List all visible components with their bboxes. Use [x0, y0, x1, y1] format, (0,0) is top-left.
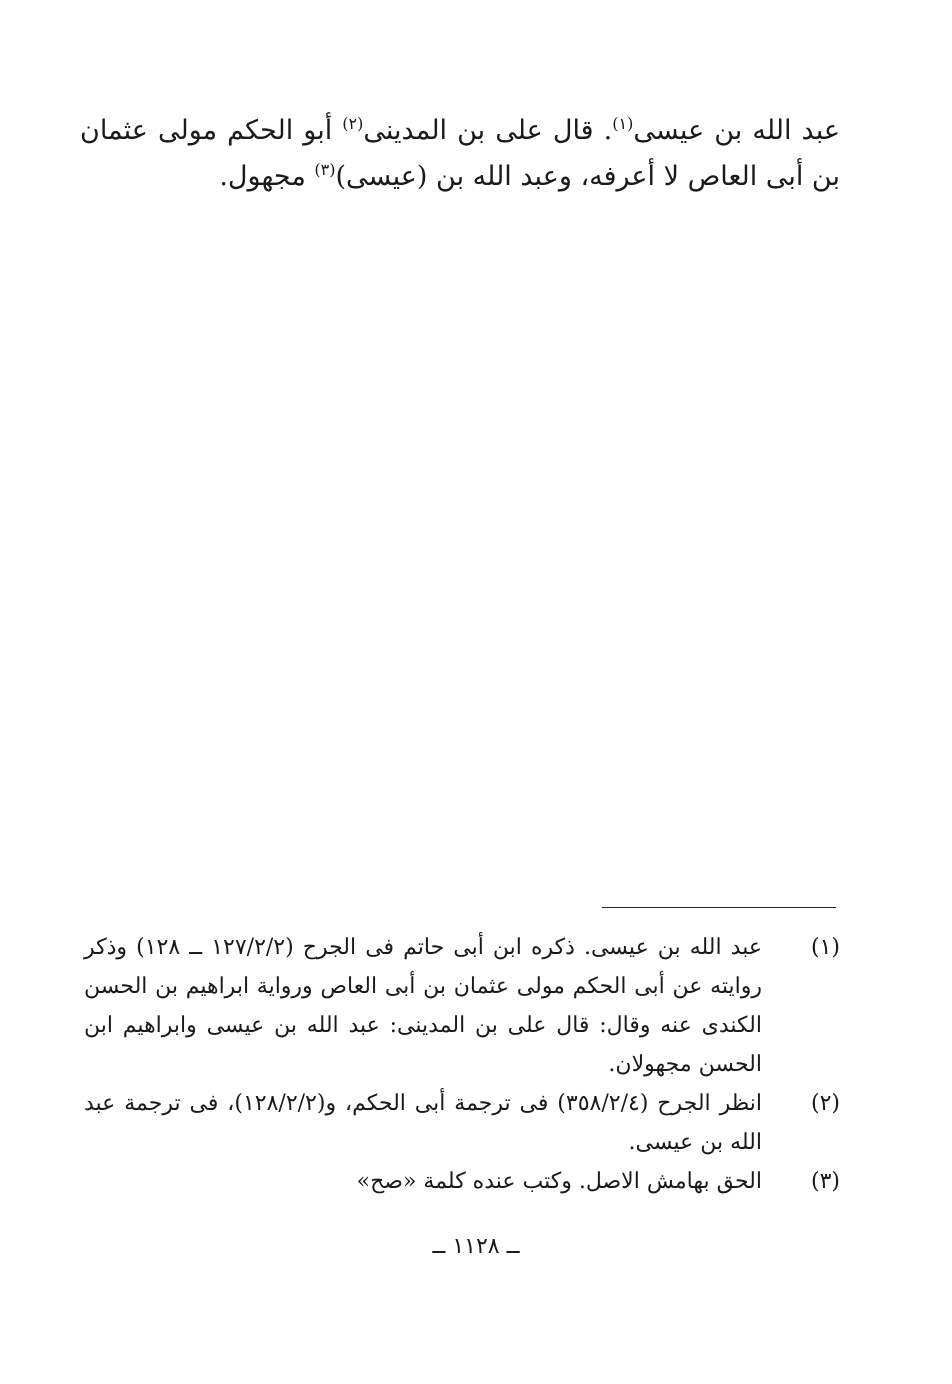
footnote-3: [84, 1162, 840, 1201]
footnote-text: انظر الجرح (٣٥٨/٢/٤) فى ترجمة أبى الحكم، و(١٢٨/٢/٢)، فى ترجمة عبد الله بن عيسى.: [84, 1091, 762, 1155]
footnotes-section: [84, 928, 840, 1201]
footnote-text: عبد الله بن عيسى. ذكره ابن أبى حاتم فى الجرح (١٢٧/٢/٢ ــ ١٢٨) وذكر روايته عن أبى الحكم مولى عثمان بن أبى العاص ورواية ابراهيم بن الحسن الكندى عنه وقال: قال على بن المدينى: عبد الله بن عيسى وابراهيم ابن الحسن مجهولان.: [84, 935, 762, 1077]
footnote-text: الحق بهامش الاصل. وكتب عنده كلمة «صح»: [356, 1169, 762, 1194]
main-body-text: [80, 108, 840, 200]
footnote-1: [84, 928, 840, 1084]
footnote-2: [84, 1084, 840, 1162]
footnote-ref-1[interactable]: (١): [612, 114, 634, 133]
main-text-segment: . قال على بن المدينى: [363, 115, 613, 146]
footnote-number: (٣): [810, 1169, 840, 1194]
footnote-ref-2[interactable]: (٢): [342, 114, 364, 133]
footnote-number: (٢): [810, 1091, 840, 1116]
main-text-segment: عبد الله بن عيسى: [633, 115, 840, 146]
main-text-segment: مجهول.: [219, 161, 315, 192]
footnote-ref-3[interactable]: (٣): [314, 160, 336, 179]
main-text-segment: أبو الحكم مولى عثمان بن أبى العاص لا أعرفه، وعبد الله بن (عيسى): [80, 115, 840, 192]
main-paragraph: [80, 108, 840, 200]
footnote-divider: [602, 907, 836, 908]
page-number: ــ ١١٢٨ ــ: [432, 1234, 520, 1259]
footnote-number: (١): [810, 935, 840, 960]
